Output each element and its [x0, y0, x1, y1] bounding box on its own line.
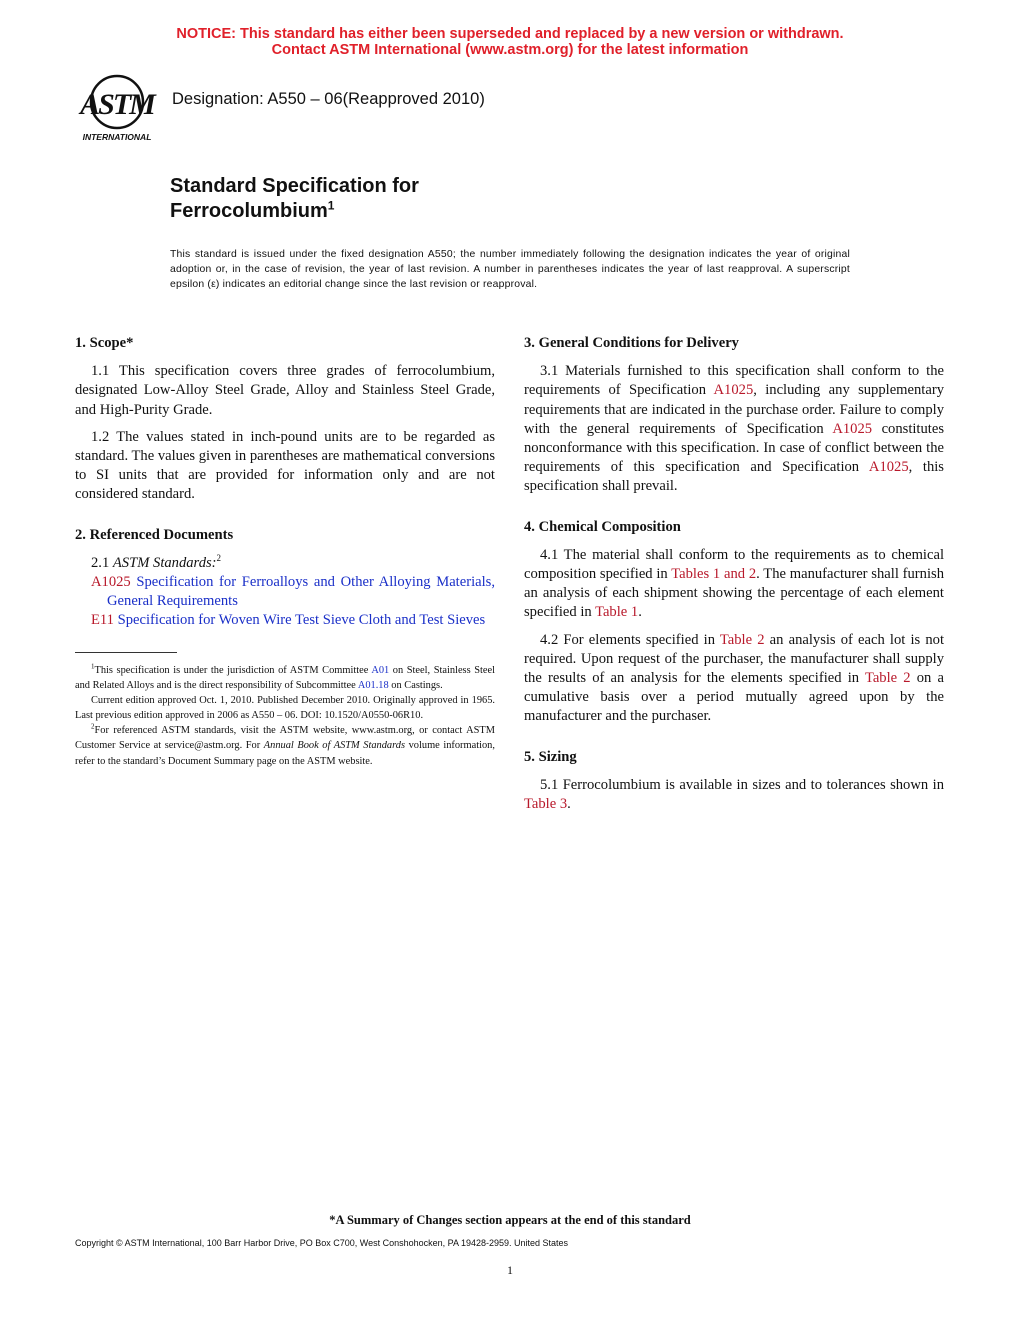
paragraph-1-2: 1.2 The values stated in inch-pound units are to be regarded as standard. The values given in parentheses are mathematical conversions to SI units that are provided for information only and are not considered standard. [75, 428, 495, 503]
spec-a1025-link[interactable]: A1025 [868, 459, 909, 476]
spec-a1025-link[interactable]: A1025 [713, 382, 754, 399]
section-heading-sizing: 5. Sizing [524, 748, 577, 765]
copyright-line: Copyright © ASTM International, 100 Barr Harbor Drive, PO Box C700, West Conshohocken, PA 19428-2959. United States [75, 1238, 569, 1248]
table-3-link[interactable]: Table 3 [524, 796, 568, 813]
table-2-link[interactable]: Table 2 [864, 670, 911, 687]
footnote-mark-2: 2 [216, 552, 222, 563]
paragraph-3-1-text-b: , including any supplementary requirements that are indicated in the purchase order. Failure to comply with the general requirements of Specification [524, 382, 944, 437]
paragraph-2-1 [75, 554, 495, 573]
astm-standards-label: ASTM Standards: [112, 554, 217, 571]
paragraph-4-2-text-c: on a cumulative basis over a period mutually agreed upon by the manufacturer and the purchaser. [524, 670, 944, 725]
page-number: 1 [507, 1263, 513, 1277]
reference-title-link[interactable]: Specification for Woven Wire Test Sieve Cloth and Test Sieves [113, 612, 486, 629]
paragraph-1-1: 1.1 This specification covers three grades of ferrocolumbium, designated Low-Alloy Steel Grade, Alloy and Stainless Steel Grade, and High-Purity Grade. [75, 363, 495, 418]
footnotes [75, 663, 495, 769]
section-scope [75, 334, 495, 505]
footnote-2-text-a: For referenced ASTM standards, visit the ASTM website, www.astm.org, or contact ASTM Customer Service at service@astm.org. For [75, 725, 495, 752]
reference-item-e11[interactable] [75, 611, 495, 630]
paragraph-3-1-text-c: constitutes nonconformance with this specification. In case of conflict between the requirements of this specification and Specification [524, 420, 944, 476]
paragraph-2-1-prefix: 2.1 [91, 554, 113, 571]
issuance-statement: This standard is issued under the fixed designation A550; the number immediately following the designation indicates the year of original adoption or, in the case of revision, the year of last revision. A number in parentheses indicates the year of last reapproval. A superscript epsilon (ε) indicates an editorial change since the last revision or reapproval. [170, 249, 850, 290]
document-title [170, 174, 419, 224]
paragraph-5-1 [524, 776, 944, 814]
paragraph-5-1-text-a: 5.1 Ferrocolumbium is available in sizes and to tolerances shown in [540, 776, 944, 793]
table-2-link[interactable]: Table 2 [719, 631, 765, 648]
footnote-2-mark: 2 [91, 722, 95, 731]
committee-a01-link[interactable]: A01 [371, 665, 390, 676]
section-general-conditions [524, 334, 944, 497]
footnote-1-edition: Current edition approved Oct. 1, 2010. Published December 2010. Originally approved in 1965. Last previous edition approved in 2006 as A550 – 06. DOI: 10.1520/A0550-06R10. [75, 695, 495, 722]
withdrawal-notice [0, 26, 1020, 58]
spec-a1025-link[interactable]: A1025 [832, 420, 873, 437]
left-column [75, 334, 495, 652]
paragraph-3-1 [524, 362, 944, 496]
footnote-2 [75, 723, 495, 768]
footnote-divider [75, 652, 177, 653]
paragraph-3-1-text-d: , this specification shall prevail. [524, 459, 944, 495]
paragraph-4-1-text-c: . [638, 604, 642, 621]
reference-code-link[interactable]: E11 [91, 612, 114, 629]
logo-mark-text: ASTM [80, 88, 154, 121]
footnote-2-text-b: volume information, refer to the standard’s Document Summary page on the ASTM website. [75, 740, 495, 767]
paragraph-4-2-text-b: an analysis of each lot is not required. Upon request of the purchaser, the manufacturer shall supply the results of an analysis for the elements specified in [524, 631, 945, 687]
notice-line-1: NOTICE: This standard has either been superseded and replaced by a new version or withdrawn. [176, 26, 844, 42]
paragraph-4-2-text-a: 4.2 For elements specified in [540, 631, 720, 648]
tables-1-2-link[interactable]: Tables 1 and 2 [671, 566, 757, 583]
section-heading-referenced: 2. Referenced Documents [75, 526, 234, 543]
designation: Designation: A550 – 06(Reapproved 2010) [172, 90, 485, 108]
section-chemical-composition [524, 518, 944, 727]
subcommittee-a01-18-link[interactable]: A01.18 [357, 680, 389, 692]
footnote-1 [75, 663, 495, 693]
paragraph-3-1-text-a: 3.1 Materials furnished to this specification shall conform to the requirements of Specification [524, 363, 944, 399]
table-1-link[interactable]: Table 1 [595, 604, 639, 621]
paragraph-4-1 [524, 546, 944, 623]
astm-logo [70, 72, 164, 144]
section-sizing [524, 748, 944, 815]
footnote-1-text-a: This specification is under the jurisdiction of ASTM Committee [94, 665, 372, 676]
paragraph-5-1-text-b: . [567, 796, 571, 813]
title-line-2-text: Ferrocolumbium [170, 200, 328, 222]
paragraph-4-2 [524, 631, 944, 727]
reference-item-a1025[interactable] [75, 573, 495, 611]
reference-code-link[interactable]: A1025 [91, 574, 131, 591]
section-heading-delivery: 3. General Conditions for Delivery [524, 335, 739, 351]
section-heading-chemical: 4. Chemical Composition [524, 518, 681, 535]
title-footnote-mark: 1 [327, 198, 335, 213]
notice-line-2: Contact ASTM International (www.astm.org) for the latest information [271, 42, 749, 58]
paragraph-4-1-text-b: . The manufacturer shall furnish an analysis of each shipment showing the percentage of each element specified in [524, 566, 944, 621]
footnote-1-mark: 1 [91, 662, 95, 671]
title-line-1: Standard Specification for [170, 175, 419, 197]
reference-title-link[interactable]: Specification for Ferroalloys and Other Alloying Materials, General Requirements [107, 574, 495, 610]
footnote-1-text-c: on Castings. [388, 680, 443, 692]
summary-of-changes-note: *A Summary of Changes section appears at the end of this standard [329, 1213, 691, 1227]
logo-subtext: INTERNATIONAL [82, 132, 152, 142]
annual-book-title: Annual Book of ASTM Standards [263, 740, 406, 752]
title-line-2 [170, 199, 419, 224]
paragraph-4-1-text-a: 4.1 The material shall conform to the requirements as to chemical composition specified in [524, 546, 944, 583]
footnote-1-text-b: on Steel, Stainless Steel and Related Alloys and is the direct responsibility of Subcommittee [75, 665, 495, 692]
section-heading-scope: 1. Scope* [75, 335, 134, 351]
right-column [524, 334, 944, 835]
section-referenced-documents [75, 526, 495, 631]
